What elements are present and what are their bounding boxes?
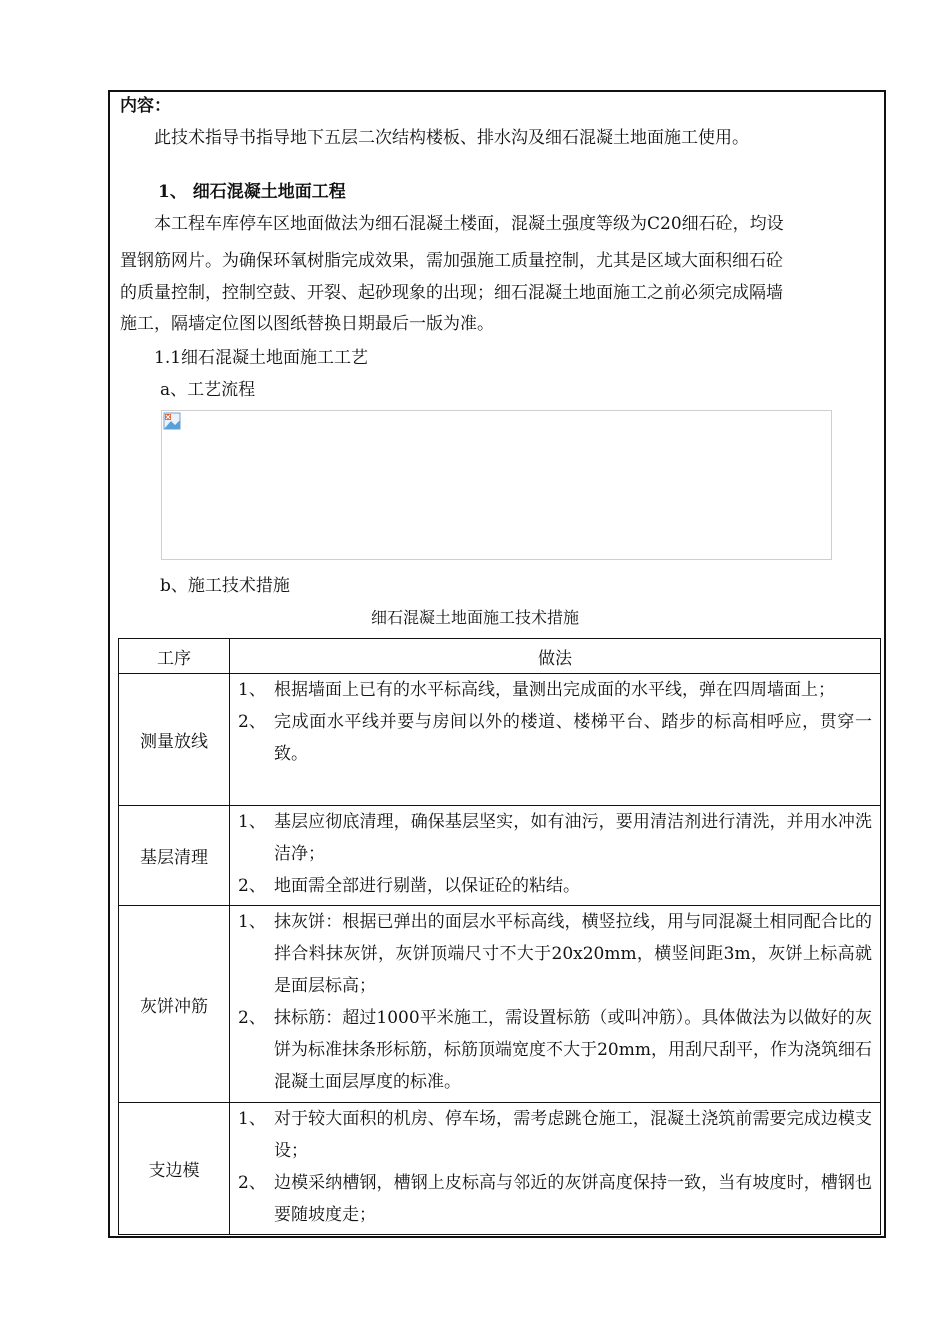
intro-text: 此技术指导书指导地下五层二次结构楼板、排水沟及细石混凝土地面施工使用。 [154, 128, 749, 148]
item-a: a、工艺流程 [160, 380, 256, 400]
header-method: 做法 [230, 639, 881, 674]
method-item [238, 706, 872, 770]
item-number: 2、 [238, 1008, 266, 1028]
table-header-row [119, 639, 881, 674]
item-text: 抹灰饼：根据已弹出的面层水平标高线，横竖拉线，用与同混凝土相同配合比的拌合料抹灰饼，灰饼顶端尺寸不大于20x20mm，横竖间距3m，灰饼上标高就是面层标高； [274, 912, 872, 996]
item-number: 2、 [238, 712, 266, 732]
process-flow-image-placeholder [161, 410, 832, 560]
item-number: 1、 [238, 812, 266, 832]
item-text: 根据墙面上已有的水平标高线，量测出完成面的水平线，弹在四周墙面上； [274, 680, 835, 700]
item-number: 2、 [238, 1173, 266, 1193]
process-cell: 支边模 [119, 1103, 230, 1235]
paragraph-line: 施工，隔墙定位图以图纸替换日期最后一版为准。 [120, 314, 494, 334]
table-row [119, 1103, 881, 1235]
method-cell [230, 806, 881, 906]
item-number: 1、 [238, 912, 266, 932]
paragraph-line: 本工程车库停车区地面做法为细石混凝土楼面，混凝土强度等级为C20细石砼，均设 [154, 214, 784, 234]
table-row [119, 674, 881, 806]
item-text: 边模采纳槽钢，槽钢上皮标高与邻近的灰饼高度保持一致，当有坡度时，槽钢也要随坡度走； [274, 1173, 872, 1225]
item-number: 1、 [238, 1109, 266, 1129]
method-item [238, 1103, 872, 1167]
table-row [119, 806, 881, 906]
item-text: 基层应彻底清理，确保基层坚实，如有油污，要用清洁剂进行清洗，并用水冲洗洁净； [274, 812, 872, 864]
paragraph-line: 置钢筋网片。为确保环氧树脂完成效果，需加强施工质量控制，尤其是区域大面积细石砼 [120, 251, 783, 271]
method-item [238, 906, 872, 1002]
process-cell: 灰饼冲筋 [119, 906, 230, 1103]
technical-measures-table [118, 638, 881, 1235]
item-text: 对于较大面积的机房、停车场，需考虑跳仓施工，混凝土浇筑前需要完成边模支设； [274, 1109, 872, 1161]
item-number: 1、 [238, 680, 266, 700]
method-item [238, 674, 872, 706]
method-item [238, 1002, 872, 1098]
item-text: 地面需全部进行剔凿，以保证砼的粘结。 [274, 876, 580, 896]
subsection-title: 1.1细石混凝土地面施工工艺 [154, 348, 369, 368]
item-b: b、施工技术措施 [160, 576, 290, 596]
method-item [238, 1167, 872, 1231]
method-cell [230, 674, 881, 806]
method-cell [230, 1103, 881, 1235]
broken-image-icon [163, 412, 181, 430]
item-text: 完成面水平线并要与房间以外的楼道、楼梯平台、踏步的标高相呼应，贯穿一致。 [274, 712, 872, 764]
process-cell: 测量放线 [119, 674, 230, 806]
item-number: 2、 [238, 876, 266, 896]
method-item [238, 806, 872, 870]
paragraph-line: 的质量控制，控制空鼓、开裂、起砂现象的出现；细石混凝土地面施工之前必须完成隔墙 [120, 283, 783, 303]
content-label: 内容： [120, 96, 171, 116]
section-title: 1、 细石混凝土地面工程 [158, 182, 346, 202]
table-row [119, 906, 881, 1103]
table-caption: 细石混凝土地面施工技术措施 [370, 608, 579, 627]
method-cell [230, 906, 881, 1103]
item-text: 抹标筋：超过1000平米施工，需设置标筋（或叫冲筋）。具体做法为以做好的灰饼为标准抹条形标筋，标筋顶端宽度不大于20mm，用刮尺刮平，作为浇筑细石混凝土面层厚度的标准。 [274, 1008, 872, 1092]
process-cell: 基层清理 [119, 806, 230, 906]
method-item [238, 870, 872, 902]
header-process: 工序 [119, 639, 230, 674]
